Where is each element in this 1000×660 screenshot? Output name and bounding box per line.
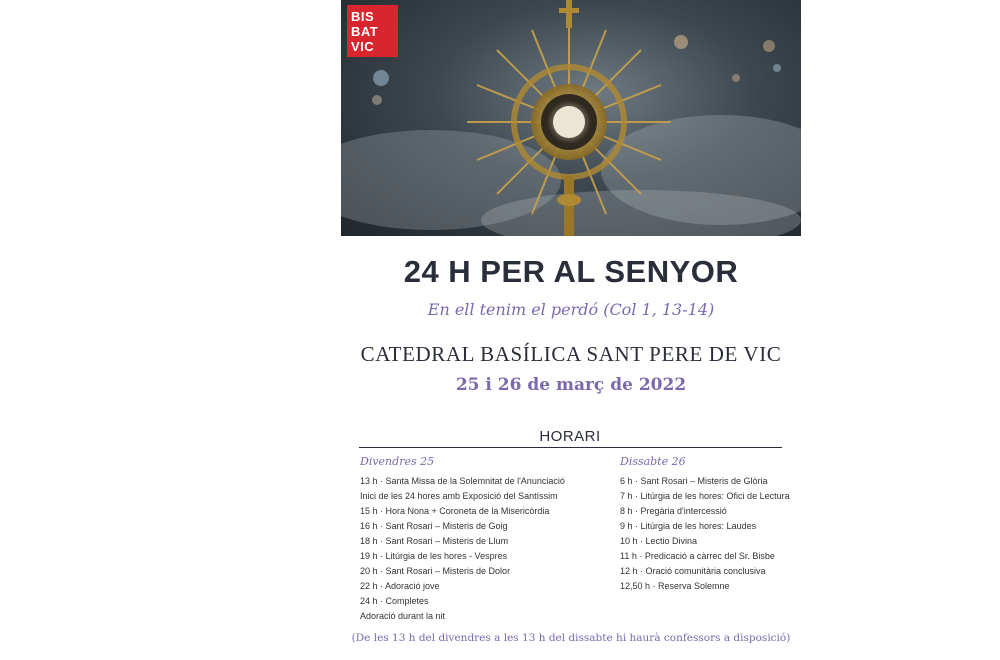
- list-item: 12 h · Oració comunitària conclusiva: [620, 566, 766, 576]
- list-item: 24 h · Completes: [360, 596, 429, 606]
- event-date: 25 i 26 de març de 2022: [455, 375, 687, 395]
- list-item: 22 h · Adoració jove: [360, 581, 440, 591]
- confession-note: (De les 13 h del divendres a les 13 h del dissabte hi haurà confessors a disposició): [351, 632, 791, 644]
- list-item: 7 h · Litúrgia de les hores: Ofici de Lectura: [620, 491, 790, 501]
- page-title: 24 H PER AL SENYOR: [403, 254, 739, 289]
- list-item: 10 h · Lectio Divina: [620, 536, 698, 546]
- hero-image: [341, 0, 801, 236]
- list-item: 19 h · Litúrgia de les hores - Vespres: [360, 551, 508, 561]
- bisbat-vic-logo: BIS BAT VIC: [347, 5, 398, 57]
- list-item: 20 h · Sant Rosari – Misteris de Dolor: [360, 566, 511, 576]
- subtitle: En ell tenim el perdó (Col 1, 13-14): [427, 300, 715, 319]
- schedule-heading: HORARI: [539, 428, 601, 445]
- list-item: 12,50 h · Reserva Solemne: [620, 581, 730, 591]
- poster: [341, 0, 801, 660]
- list-item: 6 h · Sant Rosari – Misteris de Glòria: [620, 476, 768, 486]
- list-item: 13 h · Santa Missa de la Solemnitat de l'Anunciació: [360, 476, 565, 486]
- list-item: 8 h · Pregària d'intercessió: [620, 506, 727, 516]
- list-item: 16 h · Sant Rosari – Misteris de Goig: [360, 521, 508, 531]
- day-heading: Divendres 25: [360, 455, 435, 468]
- schedule-column-saturday: [620, 455, 800, 594]
- divider: [359, 447, 782, 448]
- monstrance-icon: [341, 0, 801, 236]
- list-item: Inici de les 24 hores amb Exposició del Santíssim: [360, 491, 558, 501]
- list-item: Adoració durant la nit: [360, 611, 446, 621]
- day-heading: Dissabte 26: [620, 455, 686, 468]
- list-item: 11 h · Predicació a càrrec del Sr. Bisbe: [620, 551, 775, 561]
- list-item: 15 h · Hora Nona + Coroneta de la Misericòrdia: [360, 506, 550, 516]
- venue: CATEDRAL BASÍLICA SANT PERE DE VIC: [360, 342, 782, 366]
- list-item: 9 h · Litúrgia de les hores: Laudes: [620, 521, 757, 531]
- schedule-column-friday: [360, 455, 610, 624]
- list-item: 18 h · Sant Rosari – Misteris de Llum: [360, 536, 509, 546]
